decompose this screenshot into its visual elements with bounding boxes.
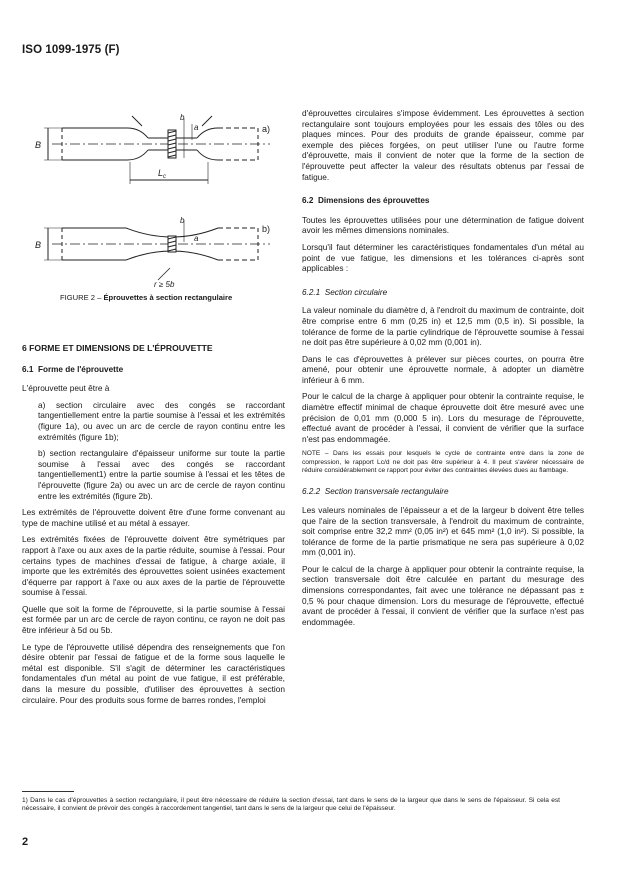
- note: NOTE – Dans les essais pour lesquels le cycle de contrainte entre dans la zone de compression, le rapport Lc/d ne doit pas être supérieur à 4. Il peut s'avérer nécessaire de réduire considérablement ce rapport pour éviter des contraintes élevées dues au flambage.: [302, 450, 584, 475]
- paragraph-diametre: La valeur nominale du diamètre d, à l'endroit du maximum de contrainte, doit être comprise entre 6 mm (0,25 in) et 12,5 mm (0,5 in). Si possible, la tolérance de forme de la partie cylindrique de l'éprouvette soumise à l'essai ne doit pas être supérieure à 0,02 mm (0,001 in).: [302, 305, 584, 348]
- footnote-rule: [22, 791, 74, 792]
- figure-specimens: [22, 100, 284, 290]
- list-item-b: b) section rectangulaire d'épaisseur uniforme sur toute la partie soumise à l'essai avec des congés se raccordant tangentiellement1) entre la partie soumise à l'essai et les têtes de l'éprouvette (figure 2a) ou avec un arc de cercle de rayon continu entre les extrémités (figure 2b).: [38, 448, 285, 501]
- dim-a-a: a: [194, 123, 199, 132]
- intro-paragraph: L'éprouvette peut être à: [22, 383, 110, 394]
- dim-b-b: b: [180, 216, 185, 225]
- section-6-2-1-title: 6.2.1 Section circulaire: [302, 287, 388, 297]
- page-number: 2: [22, 836, 29, 848]
- left-column: [22, 343, 285, 711]
- document-header: ISO 1099-1975 (F): [22, 44, 120, 56]
- paragraph-calcul-circulaire: Pour le calcul de la charge à appliquer pour obtenir la contrainte requise, le diamètre effectif minimal de chaque éprouvette doit être mesuré avec une précision de 0,01 mm (0,000 5 in). Lors du mesurage de l'éprouvette, effectué avant de procéder à l'essai, il convient de vérifier que la surface n'est pas endommagée.: [302, 391, 584, 444]
- figure-drawing: [22, 100, 284, 290]
- dim-B-a: B: [35, 140, 42, 150]
- paragraph-6-2-1: Toutes les éprouvettes utilisées pour une détermination de fatigue doivent avoir les mêmes dimensions nominales.: [302, 214, 584, 236]
- dim-a-b: a: [194, 234, 199, 243]
- section-6-2-title: 6.2 Dimensions des éprouvettes: [302, 196, 430, 206]
- paragraph-calcul-rect: Pour le calcul de la charge à appliquer pour obtenir la contrainte requise, la section transversale doit être calculée en partant du mesurage des dimensions correspondantes, fait avec une tolérance ne dépassant pas ± 0,5 % pour chaque dimension. Lors du mesurage de l'éprouvette, effectué avant de procéder à l'essai, il convient de vérifier que la surface n'est pas endommagée.: [302, 563, 584, 627]
- paragraph-section-rect: Les valeurs nominales de l'épaisseur a et de la largeur b doivent être telles que l'aire de la section transversale, à l'endroit du maximum de contrainte, soit comprise entre 32,2 mm² (0,05 in²) et 645 mm² (1,0 in²). Si possible, la tolérance de forme de la partie prismatique ne sera pas supérieure à 0,02 mm (0,001 in).: [302, 504, 584, 558]
- figure-caption: FIGURE 2 – Éprouvettes à section rectangulaire: [60, 293, 233, 302]
- right-column: [302, 108, 584, 633]
- paragraph-symetrie: Les extrémités fixées de l'éprouvette doivent être symétriques par rapport à l'axe ou aux axes de la partie réduite, soumise à l'essai. Pour certains types de machines d'essai de fatigue, à charge axiale, il importe que les extrémités des éprouvettes soient usinées exactement d'équerre par rapport à l'axe ou aux axes de la partie de l'éprouvette soumise à l'essai.: [22, 534, 285, 598]
- section-6-2-2-title: 6.2.2 Section transversale rectangulaire: [302, 487, 449, 497]
- label-b: b): [262, 224, 271, 234]
- footnote: 1) Dans le cas d'éprouvettes à section rectangulaire, il peut être nécessaire de réduire la section d'essai, tant dans le sens de la largeur que dans le sens de l'épaisseur. Si cela est nécessaire, il convient de prévoir des congés à raccordement tangentiel, tant dans le sens de la largeur que celui de l'épaisseur.: [22, 797, 560, 813]
- label-a: a): [262, 124, 271, 134]
- paragraph-rayon: Quelle que soit la forme de l'éprouvette, si la partie soumise à l'essai est formée par un arc de cercle de rayon continu, ce rayon ne doit pas être inférieur à 5d ou 5b.: [22, 603, 285, 636]
- section-6-title: 6 FORME ET DIMENSIONS DE L'ÉPROUVETTE: [22, 343, 213, 353]
- dim-B-b: B: [35, 240, 42, 250]
- paragraph-continuation: d'éprouvettes circulaires s'impose évidemment. Les éprouvettes à section rectangulaire sont toujours employées pour les essais des tôles ou des plaques minces. Pour des produits de grande épaisseur, comme par exemple des pièces forgées, on peut utiliser l'une ou l'autre forme d'éprouvette, mais il convient de noter que la forme de la section de l'éprouvette peut affecter la valeur des résultats obtenus par l'essai de fatigue.: [302, 108, 584, 182]
- paragraph-6-2-2: Lorsqu'il faut déterminer les caractéristiques fondamentales d'un métal au point de vue fatigue, les dimensions et les tolérances ci-après sont applicables :: [302, 241, 584, 274]
- dim-b-a: b: [180, 113, 185, 122]
- dim-r: r ≥ 5b: [154, 280, 175, 289]
- list-item-a: a) section circulaire avec des congés se raccordant tangentiellement entre la partie soumise à l'essai et les extrémités (figure 1a), ou avec un arc de cercle de rayon continu entre les extrémités (figure 1b);: [38, 399, 285, 442]
- paragraph-extremites: Les extrémités de l'éprouvette doivent être d'une forme convenant au type de machine utilisé et au métal à essayer.: [22, 507, 285, 528]
- paragraph-type: Le type de l'éprouvette utilisé dépendra des renseignements que l'on désire obtenir par l'essai de fatigue et de la forme sous laquelle le métal est disponible. S'il s'agit de déterminer les caractéristiques fondamentales d'un métal au point de vue fatigue, il est préférable, dans la mesure du possible, d'utiliser des éprouvettes à section circulaire. Pour des produits sous forme de barres rondes, l'emploi: [22, 641, 285, 705]
- paragraph-pieces-courtes: Dans le cas d'éprouvettes à prélever sur pièces courtes, on pourra être amené, pour obtenir une éprouvette normale, à adopter un diamètre inférieur à 6 mm.: [302, 353, 584, 385]
- section-6-1-title: 6.1 Forme de l'éprouvette: [22, 364, 124, 374]
- dim-Lc: $L_c$: [158, 168, 167, 180]
